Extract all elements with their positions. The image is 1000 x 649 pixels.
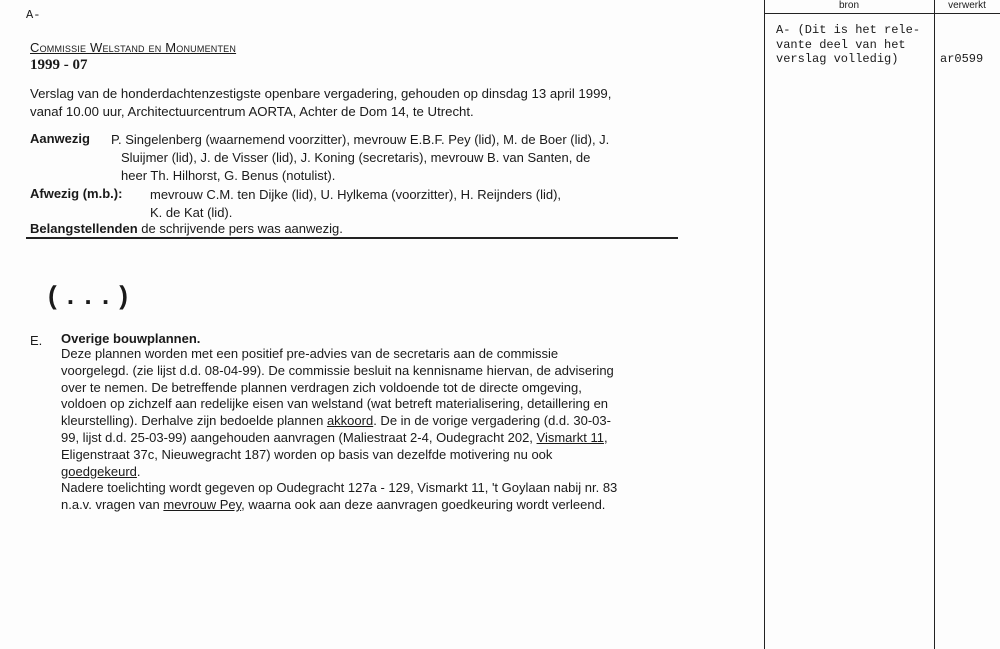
section-body xyxy=(61,346,701,514)
underlined-akkoord: akkoord xyxy=(326,413,374,429)
body-line: Deze plannen worden met een positief pre-advies van de secretaris aan de commissie xyxy=(61,346,559,361)
omission-marker: (...) xyxy=(45,282,134,312)
body-line: voldoen op zichzelf aan redelijke eisen van welstand (wat betreft materialisering, detaillering en xyxy=(61,396,609,412)
body-text: , xyxy=(603,429,608,445)
intro-line: vanaf 10.00 uur, Architectuurcentrum AORTA, Achter de Dom 14, te Utrecht. xyxy=(30,104,474,119)
body-line: Eligenstraat 37c, Nieuwegracht 187) worden op basis van dezelfde motivering nu ook xyxy=(61,446,553,462)
present-line: heer Th. Hilhorst, G. Benus (notulist). xyxy=(121,168,336,183)
section-title: Overige bouwplannen. xyxy=(61,331,201,346)
margin-left-rule xyxy=(764,0,765,649)
margin-header-rule xyxy=(764,13,1000,14)
absent-line: mevrouw C.M. ten Dijke (lid), U. Hylkema (voorzitter), H. Reijnders (lid), xyxy=(150,187,562,202)
body-line: Nadere toelichting wordt gegeven op Oudegracht 127a - 129, Vismarkt 11, 't Goylaan nabij nr. 83 xyxy=(61,480,618,496)
section-letter: E. xyxy=(30,333,43,348)
absent-list xyxy=(150,186,561,222)
body-line xyxy=(61,497,701,514)
present-line: Sluijmer (lid), J. de Visser (lid), J. Koning (secretaris), mevrouw B. van Santen, de xyxy=(121,150,591,165)
verwerkt-header: verwerkt xyxy=(948,0,986,11)
body-line xyxy=(61,464,701,481)
present-list xyxy=(111,131,609,185)
body-line xyxy=(61,430,701,447)
document-reference: 1999 - 07 xyxy=(30,57,88,73)
body-text: 99, lijst d.d. 25-03-99) aangehouden aanvragen (Maliestraat 2-4, Oudegracht 202, xyxy=(61,429,537,445)
verwerkt-code: ar0599 xyxy=(940,52,984,66)
underlined-mevrouw-pey: mevrouw Pey xyxy=(163,497,242,513)
bron-note xyxy=(776,23,920,67)
margin-column-rule xyxy=(934,0,935,649)
intro-paragraph xyxy=(30,85,750,121)
underlined-goedgekeurd: goedgekeurd xyxy=(61,463,137,479)
interested-text: de schrijvende pers was aanwezig. xyxy=(137,221,343,236)
committee-title: Commissie Welstand en Monumenten xyxy=(30,40,237,55)
bron-note-line: vante deel van het xyxy=(776,37,906,52)
intro-line: Verslag van de honderdachtenzestigste openbare vergadering, gehouden op dinsdag 13 april 1999, xyxy=(30,86,612,101)
bron-header: bron xyxy=(838,0,859,11)
body-line: over te nemen. De betreffende plannen verdragen zich voldoende tot de directe omgeving, xyxy=(61,379,582,395)
body-text: . xyxy=(136,463,141,479)
present-label: Aanwezig xyxy=(30,131,90,146)
absent-line: K. de Kat (lid). xyxy=(150,205,233,220)
header-divider xyxy=(26,237,678,239)
page-marker: A- xyxy=(26,8,41,22)
body-line xyxy=(61,413,701,430)
interested-label: Belangstellenden xyxy=(30,221,138,236)
body-text: kleurstelling). Derhalve zijn bedoelde plannen xyxy=(61,413,327,429)
body-text: , waarna ook aan deze aanvragen goedkeuring wordt verleend. xyxy=(241,497,606,513)
bron-note-line: verslag volledig) xyxy=(776,52,899,66)
body-text: n.a.v. vragen van xyxy=(61,497,164,513)
absent-label: Afwezig (m.b.): xyxy=(30,186,123,201)
underlined-vismarkt: Vismarkt 11 xyxy=(536,429,604,445)
interested-row xyxy=(30,221,343,236)
bron-note-line: A- (Dit is het rele- xyxy=(776,23,921,37)
body-line: voorgelegd. (zie lijst d.d. 08-04-99). De commissie besluit na kennisname hiervan, de advisering xyxy=(61,362,614,378)
present-line: P. Singelenberg (waarnemend voorzitter), mevrouw E.B.F. Pey (lid), M. de Boer (lid), J. xyxy=(111,132,610,147)
body-text: . De in de vorige vergadering (d.d. 30-03- xyxy=(373,413,611,429)
